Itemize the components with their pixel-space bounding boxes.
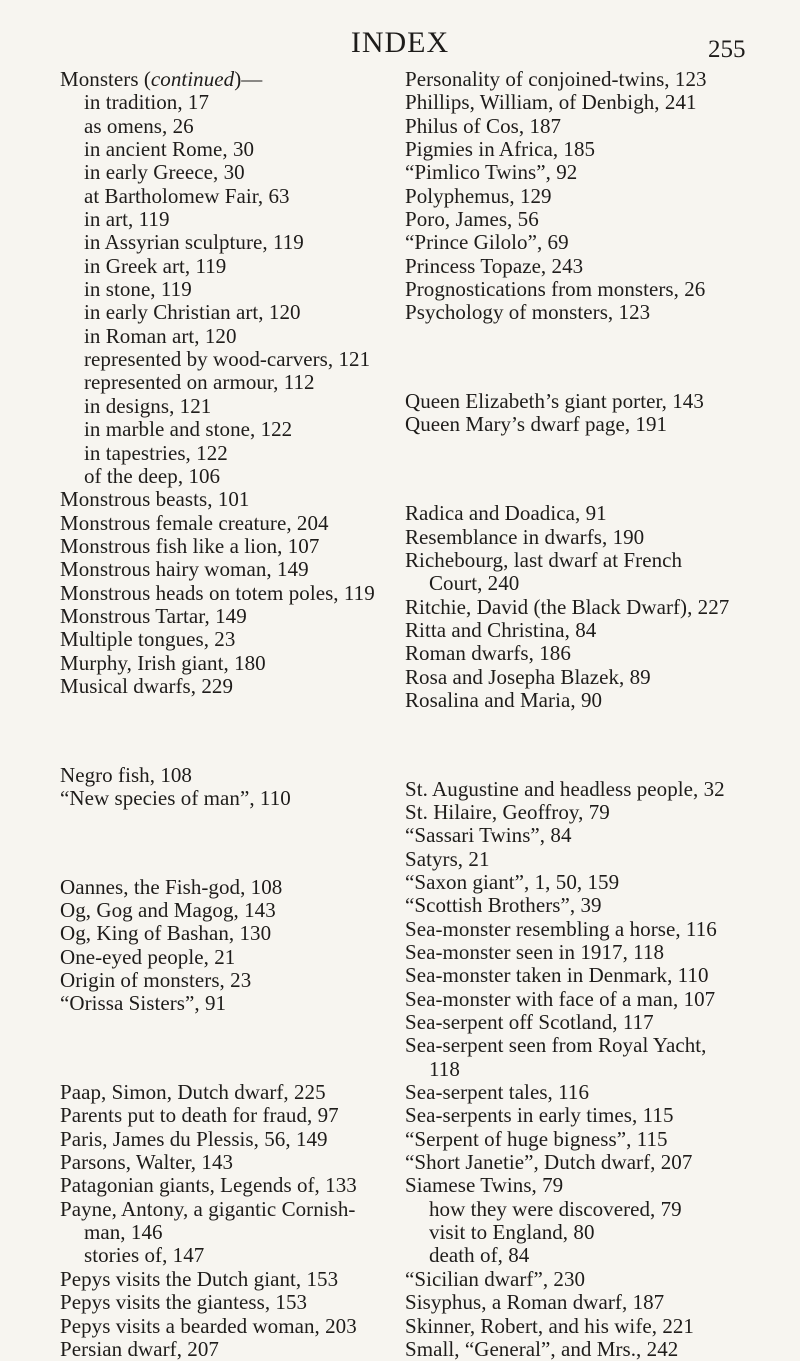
index-entry: One-eyed people, 21 (60, 944, 236, 969)
index-entry: Psychology of monsters, 123 (405, 300, 651, 325)
index-subentry: in designs, 121 (84, 393, 212, 418)
index-column-right (405, 68, 800, 1361)
index-entry: Patagonian giants, Legends of, 133 (60, 1173, 357, 1198)
index-entry: Origin of monsters, 23 (60, 968, 252, 993)
index-subentry: how they were discovered, 79 (429, 1196, 682, 1221)
index-entry: Siamese Twins, 79 (405, 1173, 564, 1198)
index-entry: St. Hilaire, Geoffroy, 79 (405, 799, 610, 824)
index-entry: Paris, James du Plessis, 56, 149 (60, 1126, 328, 1151)
index-entry: “Scottish Brothers”, 39 (405, 893, 602, 918)
index-entry: “Sassari Twins”, 84 (405, 823, 572, 848)
index-entry: “New species of man”, 110 (60, 785, 291, 810)
index-subentry: man, 146 (84, 1220, 163, 1245)
index-entry: Ritta and Christina, 84 (405, 617, 597, 642)
index-subentry: of the deep, 106 (84, 463, 221, 488)
index-entry: Sisyphus, a Roman dwarf, 187 (405, 1290, 665, 1315)
index-entry: Monstrous hairy woman, 149 (60, 557, 309, 582)
index-entry: Rosa and Josepha Blazek, 89 (405, 664, 651, 689)
index-entry: Sea-monster taken in Denmark, 110 (405, 963, 709, 988)
index-entry: Queen Mary’s dwarf page, 191 (405, 412, 668, 437)
index-subentry: in stone, 119 (84, 277, 192, 302)
section-gap (405, 733, 800, 756)
index-entry: “Saxon giant”, 1, 50, 159 (405, 869, 620, 894)
index-entry: Richebourg, last dwarf at French (405, 547, 683, 572)
index-subentry: in early Christian art, 120 (84, 300, 301, 325)
index-entry: “Orissa Sisters”, 91 (60, 991, 227, 1016)
index-entry: Poro, James, 56 (405, 207, 539, 232)
index-subentry: represented by wood-carvers, 121 (84, 347, 371, 372)
index-subentry: in marble and stone, 122 (84, 417, 293, 442)
index-entry: Personality of conjoined-twins, 123 (405, 67, 707, 91)
index-entry: Payne, Antony, a gigantic Cornish- (60, 1196, 356, 1221)
index-entry: Radica and Doadica, 91 (405, 501, 607, 526)
index-subentry: as omens, 26 (84, 113, 194, 138)
section-gap (405, 346, 800, 369)
index-subentry: represented on armour, 112 (84, 370, 315, 395)
index-entry: Small, “General”, and Mrs., 242 (405, 1336, 679, 1361)
section-gap (60, 1037, 405, 1060)
index-subentry: in tradition, 17 (84, 90, 210, 115)
index-entry: Parsons, Walter, 143 (60, 1150, 234, 1175)
section-gap (60, 719, 405, 742)
index-entry: Resemblance in dwarfs, 190 (405, 524, 645, 549)
index-subentry: in ancient Rome, 30 (84, 137, 255, 162)
section-gap (60, 831, 405, 854)
index-entry: Sea-serpent off Scotland, 117 (405, 1010, 654, 1035)
index-subentry: in art, 119 (84, 207, 170, 232)
index-subentry: death of, 84 (429, 1243, 530, 1268)
index-entry: Prognostications from monsters, 26 (405, 277, 706, 302)
index-entry: “Pimlico Twins”, 92 (405, 160, 578, 185)
index-entry: Monstrous heads on totem poles, 119 (60, 580, 375, 605)
index-entry: Philus of Cos, 187 (405, 113, 562, 138)
index-entry: Multiple tongues, 23 (60, 627, 236, 652)
index-entry: Pepys visits the giantess, 153 (60, 1290, 308, 1315)
index-entry: “Prince Gilolo”, 69 (405, 230, 569, 255)
index-entry: Persian dwarf, 207 (60, 1336, 219, 1361)
section-gap (405, 458, 800, 481)
index-entry: Paap, Simon, Dutch dwarf, 225 (60, 1080, 326, 1105)
index-entry: Polyphemus, 129 (405, 183, 552, 208)
index-subentry: in Assyrian sculpture, 119 (84, 230, 304, 255)
index-entry: Ritchie, David (the Black Dwarf), 227 (405, 594, 730, 619)
index-subentry: stories of, 147 (84, 1243, 205, 1268)
index-entry: Satyrs, 21 (405, 846, 490, 871)
index-entry: Oannes, the Fish-god, 108 (60, 874, 283, 899)
index-entry: Queen Elizabeth’s giant porter, 143 (405, 389, 704, 414)
index-entry: Monstrous female creature, 204 (60, 510, 329, 535)
index-entry: Parents put to death for fraud, 97 (60, 1103, 339, 1128)
index-subentry: Court, 240 (429, 571, 520, 596)
index-entry: Og, Gog and Magog, 143 (60, 898, 276, 922)
index-entry: Phillips, William, of Denbigh, 241 (405, 90, 697, 115)
index-entry: Og, King of Bashan, 130 (60, 921, 272, 946)
index-entry: Sea-serpent seen from Royal Yacht, (405, 1033, 707, 1058)
index-subentry: in early Greece, 30 (84, 160, 245, 185)
index-column-left (60, 68, 405, 1361)
index-entry: “Sicilian dwarf”, 230 (405, 1266, 586, 1291)
index-entry: Monsters (continued)— (60, 67, 263, 91)
index-entry: Murphy, Irish giant, 180 (60, 650, 266, 675)
index-entry: Sea-monster with face of a man, 107 (405, 986, 716, 1011)
index-entry: Princess Topaze, 243 (405, 253, 584, 278)
index-subentry: at Bartholomew Fair, 63 (84, 183, 290, 208)
index-entry: Sea-monster resembling a horse, 116 (405, 916, 717, 941)
index-entry: Monstrous fish like a lion, 107 (60, 533, 320, 558)
index-entry: Negro fish, 108 (60, 762, 192, 787)
index-entry: “Serpent of huge bigness”, 115 (405, 1126, 668, 1151)
index-entry: Monstrous Tartar, 149 (60, 603, 247, 628)
index-entry: Skinner, Robert, and his wife, 221 (405, 1313, 694, 1338)
index-entry: Musical dwarfs, 229 (60, 673, 234, 698)
page-number: 255 (708, 36, 746, 63)
index-subentry: in Greek art, 119 (84, 253, 227, 278)
index-subentry: in tapestries, 122 (84, 440, 228, 465)
index-entry: Sea-serpents in early times, 115 (405, 1103, 674, 1128)
index-entry: Sea-serpent tales, 116 (405, 1080, 590, 1105)
index-entry: Roman dwarfs, 186 (405, 641, 571, 666)
index-entry: Pepys visits a bearded woman, 203 (60, 1313, 357, 1338)
index-subentry: 118 (429, 1056, 460, 1081)
index-entry: Pigmies in Africa, 185 (405, 137, 596, 162)
running-title: INDEX (350, 26, 450, 59)
index-entry: Sea-monster seen in 1917, 118 (405, 940, 665, 964)
index-entry: Rosalina and Maria, 90 (405, 687, 603, 712)
index-subentry: in Roman art, 120 (84, 323, 237, 348)
index-subentry: visit to England, 80 (429, 1220, 595, 1245)
index-entry: Pepys visits the Dutch giant, 153 (60, 1266, 339, 1291)
index-entry: “Short Janetie”, Dutch dwarf, 207 (405, 1150, 693, 1175)
index-entry: St. Augustine and headless people, 32 (405, 776, 725, 801)
index-entry: Monstrous beasts, 101 (60, 487, 250, 512)
